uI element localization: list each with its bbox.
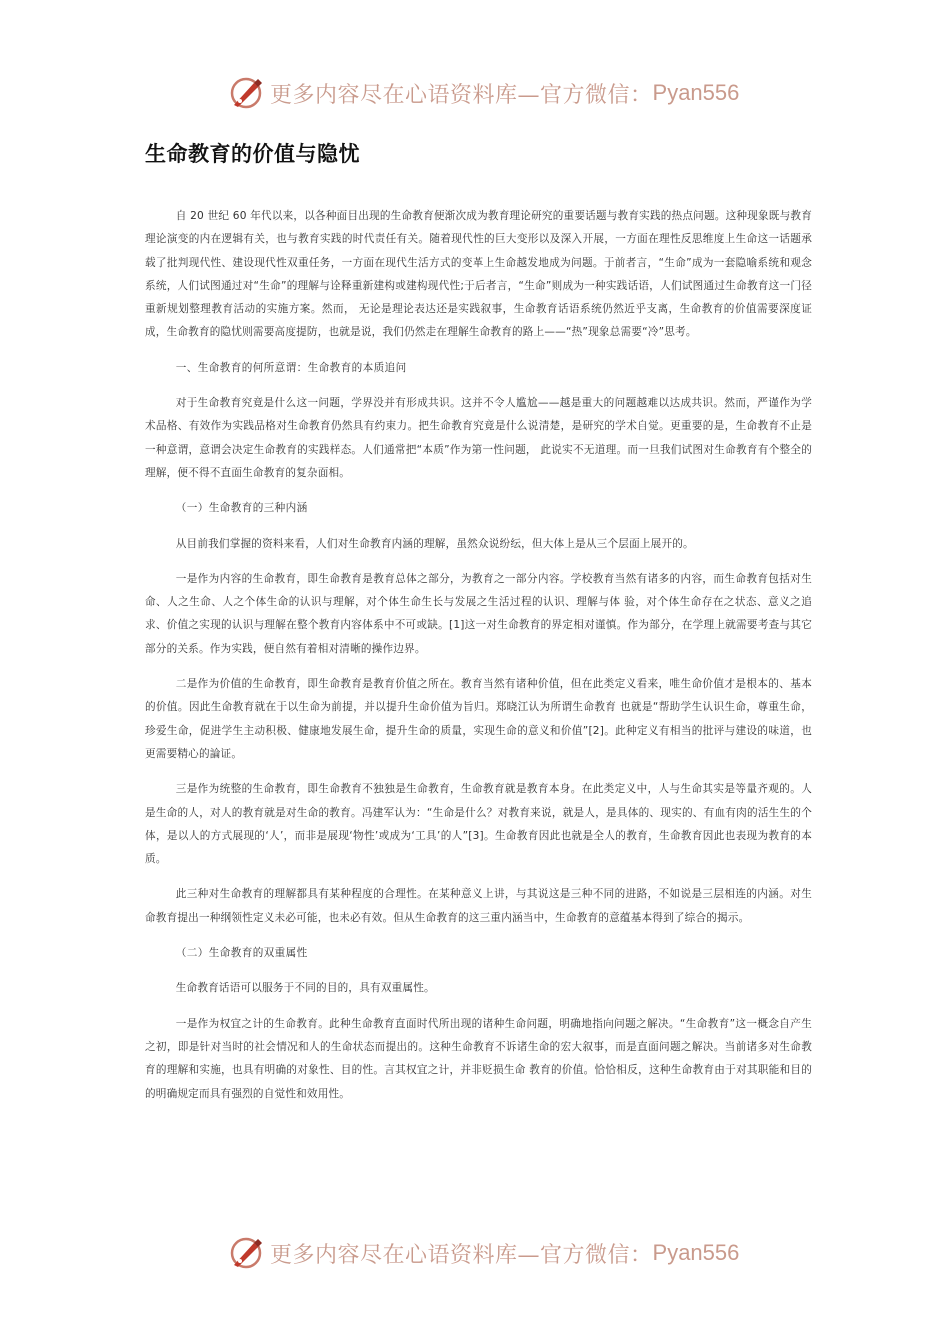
body-paragraph: 生命教育话语可以服务于不同的目的，具有双重属性。: [175, 982, 435, 995]
body-paragraph: 一是作为内容的生命教育，即生命教育是教育总体之部分，为教育之一部分内容。学校教育当然有诸多的内容，而生命教育包括对生命、人之生命、人之个体生命的认识与理解，对个体生命生长与发展之生活过程的认识、理解与体 验，对个体生命存在之状态、意义之追求、价值之实现的认识与理解在整个教育内容体系中不可或缺。[1]这一对生命教育的界定相对谨慎。作为部分，在学理上就需要考查与其它部分的关系。作为实践，便自然有着相对清晰的操作边界。: [145, 572, 812, 655]
body-paragraph: 自 20 世纪 60 年代以来，以各种面目出现的生命教育便渐次成为教育理论研究的重要话题与教育实践的热点问题。这种现象既与教育理论演变的内在逻辑有关，也与教育实践的时代责任有关。随着现代性的巨大变形以及深入开展，一方面在理性反思维度上生命这一话题承载了批判现代性、建设现代性双重任务，一方面在现代生活方式的变革上生命越发地成为问题。于前者言，“生命”成为一套隐喻系统和观念系统，人们试图通过对“生命”的理解与诠释重新建构或建构现代性;于后者言，“生命”则成为一种实践话语，人们试图通过生命教育这一门径重新规划整理教育活动的实施方案。然而， 无论是理论表达还是实践叙事，生命教育话语系统仍然近乎支离，生命教育的价值需要深度证成，生命教育的隐忧则需要高度提防，也就是说，我们仍然走在理解生命教育的路上——“热”现象总需要“冷”思考。: [145, 210, 812, 339]
pen-logo-icon: [228, 1235, 264, 1271]
document-body: [145, 205, 812, 1118]
body-paragraph: 从目前我们掌握的资料来看，人们对生命教育内涵的理解，虽然众说纷纭，但大体上是从三个层面上展开的。: [175, 537, 694, 550]
watermark-text: 更多内容尽在心语资料库—官方微信：: [270, 82, 653, 108]
body-paragraph: 二是作为价值的生命教育，即生命教育是教育价值之所在。教育当然有诸种价值，但在此类定义看来，唯生命价值才是根本的、基本的价值。因此生命教育就在于以生命为前提，并以提升生命价值为旨归。郑晓江认为所谓生命教育 也就是“帮助学生认识生命，尊重生命，珍爱生命，促进学生主动积极、健康地发展生命，提升生命的质量，实现生命的意义和价值”[2]。此种定义有相当的批评与建设的味道，也更需要精心的論证。: [145, 678, 812, 760]
watermark-banner-top: [228, 73, 739, 113]
body-paragraph: 一是作为权宜之计的生命教育。此种生命教育直面时代所出现的诸种生命问题，明确地指向问题之解决。“生命教育”这一概念自产生之初，即是针对当时的社会情况和人的生命状态而提出的。这种生命教育不诉诸生命的宏大叙事，而是直面问题之解决。当前诸多对生命教育的理解和实施，也具有明确的对象性、目的性。言其权宜之计，并非贬损生命 教育的价值。恰恰相反，这种生命教育由于对其职能和目的的明确规定而具有强烈的自觉性和效用性。: [145, 1017, 812, 1100]
pen-logo-icon: [228, 75, 264, 111]
section-heading: （二）生命教育的双重属性: [175, 947, 308, 960]
body-paragraph: 此三种对生命教育的理解都具有某种程度的合理性。在某种意义上讲，与其说这是三种不同的进路，不如说是三层相连的内涵。对生命教育提出一种纲领性定义未必可能，也未必有效。但从生命教育的这三重内涵当中，生命教育的意蕴基本得到了综合的揭示。: [145, 888, 812, 924]
body-paragraph: 三是作为统整的生命教育，即生命教育不独独是生命教育，生命教育就是教育本身。在此类定义中，人与生命其实是等量齐观的。人是生命的人，对人的教育就是对生命的教育。冯建军认为：“生命是什么？对教育来说，就是人，是具体的、现实的、有血有肉的活生生的个体，是以人的方式展现的‘人’，而非是展现‘物性’或成为‘工具’的人”[3]。生命教育因此也就是全人的教育，生命教育因此也表现为教育的本质。: [145, 783, 812, 866]
watermark-banner-bottom: [228, 1233, 739, 1273]
section-heading: （一）生命教育的三种内涵: [175, 502, 308, 515]
section-heading: 一、生命教育的何所意谓：生命教育的本质追问: [175, 361, 407, 374]
page-title: 生命教育的价值与隐忧: [145, 142, 360, 166]
watermark-wechat-id: Pyan556: [652, 1240, 740, 1265]
watermark-wechat-id: Pyan556: [652, 80, 740, 105]
body-paragraph: 对于生命教育究竟是什么这一问题，学界没并有形成共识。这并不令人尴尬——越是重大的问题越难以达成共识。然而，严谨作为学术品格、有效作为实践品格对生命教育仍然具有约束力。把生命教育究竟是什么说清楚，是研究的学术自觉。更重要的是，生命教育不止是一种意谓，意谓会决定生命教育的实践样态。人们通常把“本质”作为第一性问题， 此说实不无道理。而一旦我们试图对生命教育有个整全的理解，便不得不直面生命教育的复杂面相。: [145, 397, 812, 479]
watermark-text: 更多内容尽在心语资料库—官方微信：: [270, 1242, 653, 1268]
